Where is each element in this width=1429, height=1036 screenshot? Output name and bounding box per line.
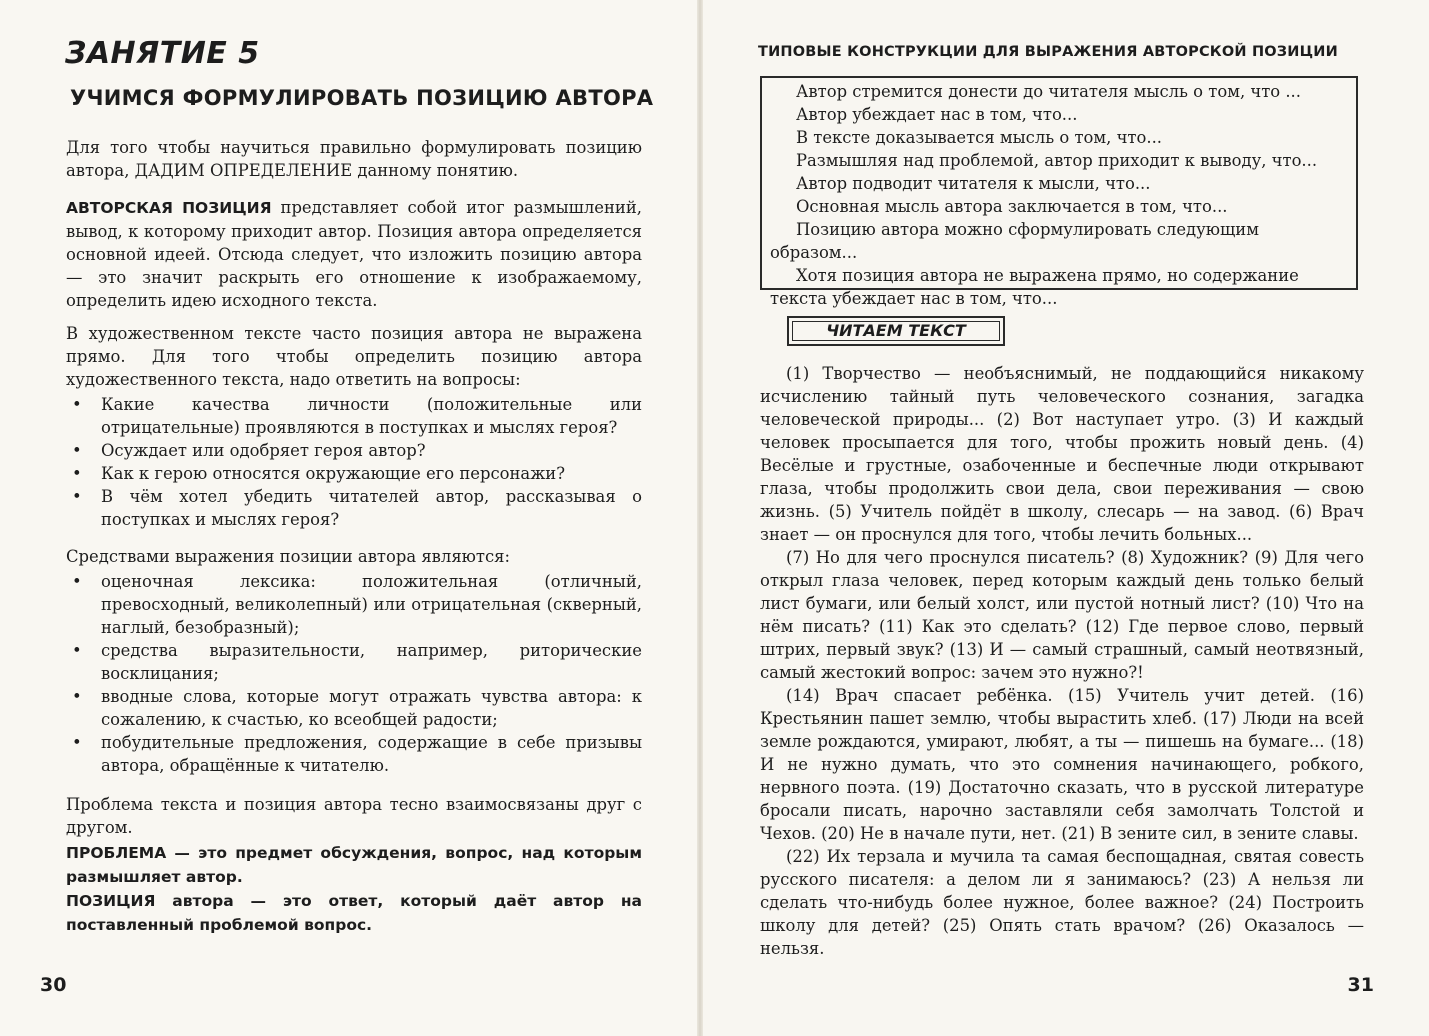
problem-text: ПРОБЛЕМА — это предмет обсуждения, вопрос, над которым размышляет автор. [66,844,642,886]
page-number-left: 30 [40,974,67,996]
lesson-title: ЗАНЯТИЕ 5 [65,36,260,71]
intro-paragraph [66,136,642,182]
phrase-box [760,76,1358,308]
text-paragraph: (7) Но для чего проснулся писатель? (8) Художник? (9) Для чего открыл глаза человек, перед которым каждый день только белый лист бумаги, или белый холст, или пустой нотный лист? (10) Что на нём писать? (11) Как это сделать? (12) Где первое слово, первый штрих, первый звук? (13) И — самый страшный, самый неотвязный, самый жестокий вопрос: зачем это нужно?! [760,548,1364,682]
text-paragraph: (1) Творчество — необъяснимый, не поддающийся никакому исчислению тайный путь человеческого сознания, загадка человеческой природы... (2) Вот наступает утро. (3) И каждый человек просыпается для того, чтобы прожить новый день. (4) Весёлые и грустные, озабоченные и беспечные люди открывают глаза, чтобы продолжить свои дела, свои переживания — свою жизнь. (5) Учитель пойдёт в школу, слесарь — на завод. (6) Врач знает — он проснулся для того, чтобы лечить больных... [760,364,1364,544]
phrase-item: Размышляя над проблемой, автор приходит к выводу, что... [796,151,1318,170]
position-definition [66,889,642,937]
list-item: • Какие качества личности (положительные или отрицательные) проявляются в поступках и мыслях героя? [66,393,642,439]
means-intro: Средствами выражения позиции автора являются: [66,547,511,566]
read-text-label: ЧИТАЕМ ТЕКСТ [787,316,1005,346]
definition-paragraph [66,196,642,312]
phrase-item: Хотя позиция автора не выражена прямо, но содержание текста убеждает нас в том, что... [770,266,1299,308]
list-item: • средства выразительности, например, риторические восклицания; [66,639,642,685]
list-item: • Как к герою относятся окружающие его персонажи? [66,462,642,485]
book-spine [697,0,703,1036]
intro-text: Для того чтобы научиться правильно формулировать позицию автора, ДАДИМ ОПРЕДЕЛЕНИЕ данному понятию. [66,138,642,180]
text-paragraph: (22) Их терзала и мучила та самая беспощадная, святая совесть русского писателя: а делом ли я занимаюсь? (23) А нельзя ли сделать что-нибудь более нужное, более важное? (24) Построить школу для детей? (25) Опять стать врачом? (26) Оказалось — нельзя. [760,847,1364,958]
definition-term: АВТОРСКАЯ ПОЗИЦИЯ [66,199,272,217]
page-number-right: 31 [1347,974,1374,996]
list-item: • В чём хотел убедить читателей автор, рассказывая о поступках и мыслях героя? [66,485,642,531]
phrase-item: Автор подводит читателя к мысли, что... [796,174,1151,193]
phrase-item: Автор убеждает нас в том, что... [796,105,1078,124]
list-item: • побудительные предложения, содержащие в себе призывы автора, обращённые к читателю. [66,731,642,777]
list-item: • Осуждает или одобряет героя автор? [66,439,642,462]
relation-text: Проблема текста и позиция автора тесно взаимосвязаны друг с другом. [66,795,642,837]
constructions-heading: ТИПОВЫЕ КОНСТРУКЦИИ ДЛЯ ВЫРАЖЕНИЯ АВТОРСКОЙ ПОЗИЦИИ [758,44,1338,60]
main-heading: УЧИМСЯ ФОРМУЛИРОВАТЬ ПОЗИЦИЮ АВТОРА [70,86,654,110]
phrase-item: В тексте доказывается мысль о том, что... [796,128,1162,147]
text-paragraph: (14) Врач спасает ребёнка. (15) Учитель учит детей. (16) Крестьянин пашет землю, чтобы вырастить хлеб. (17) Люди на всей земле рождаются, умирают, любят, а ты — пишешь на бумаге... (18) И не нужно думать, что это сомнения начинающего, робкого, нервного поэта. (19) Достаточно сказать, что в русской литературе бросали писать, нарочно заставляли себя замолчать Толстой и Чехов. (20) Не в начале пути, нет. (21) В зените сил, в зените славы. [760,686,1364,843]
phrase-item: Основная мысль автора заключается в том, что... [796,197,1228,216]
means-list [66,570,642,777]
problem-definition [66,841,642,889]
definition-text: представляет собой итог размышлений, вывод, к которому приходит автор. Позиция автора определяется основной идеей. Отсюда следует, что изложить позицию автора — это значит раскрыть его отношение к изображаемому, определить идею исходного текста. [66,198,642,310]
phrase-item: Позицию автора можно сформулировать следующим образом... [770,220,1259,262]
art-text-paragraph [66,322,642,531]
list-item: • вводные слова, которые могут отражать чувства автора: к сожалению, к счастью, ко всеобщей радости; [66,685,642,731]
reading-text [760,362,1364,960]
means-section [66,545,642,777]
phrase-item: Автор стремится донести до читателя мысль о том, что ... [796,82,1301,101]
list-item: • оценочная лексика: положительная (отличный, превосходный, великолепный) или отрицательная (скверный, наглый, безобразный); [66,570,642,639]
position-text: ПОЗИЦИЯ автора — это ответ, который даёт автор на поставленный проблемой вопрос. [66,892,642,934]
art-text: В художественном тексте часто позиция автора не выражена прямо. Для того чтобы определить позицию автора художественного текста, надо ответить на вопросы: [66,324,642,389]
relation-paragraph [66,793,642,839]
questions-list [66,393,642,531]
